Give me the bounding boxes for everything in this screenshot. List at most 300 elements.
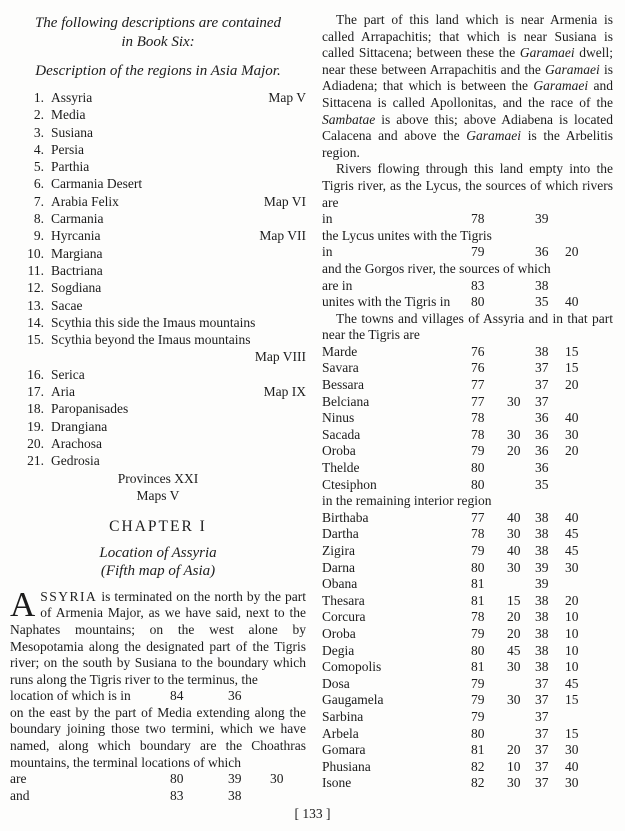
- latitude-degrees: 36: [535, 460, 549, 476]
- latitude-minutes: [270, 688, 300, 705]
- paragraph-segment: Garamaei: [533, 78, 589, 94]
- town-row: [322, 576, 613, 593]
- region-name: Aria: [51, 384, 75, 400]
- longitude-minutes: [507, 676, 535, 693]
- town-row: [322, 759, 613, 776]
- region-map-label: Map VIII: [254, 349, 306, 365]
- latitude-minutes: [565, 278, 591, 295]
- latitude-minutes: 20: [565, 592, 579, 608]
- paragraph-segment: The part of this land which is near Armenia is called Arrapachitis; that which is near Susiana is called Sittacena; between these the: [322, 12, 613, 61]
- latitude-minutes: 15: [565, 360, 579, 376]
- latitude-minutes: 10: [565, 609, 579, 625]
- latitude-minutes: 20: [565, 377, 579, 393]
- paragraph-segment: is the Arbelitis region.: [322, 128, 613, 160]
- latitude-minutes: 45: [565, 675, 579, 691]
- latitude-degrees: 37: [535, 708, 549, 724]
- latitude-degrees: 39: [228, 771, 242, 787]
- region-name: Gedrosia: [51, 453, 100, 469]
- town-row: [322, 593, 613, 610]
- latitude-minutes: 15: [565, 725, 579, 741]
- longitude-minutes: 30: [507, 426, 521, 442]
- town-row: [322, 692, 613, 709]
- longitude-degrees: 79: [471, 443, 485, 459]
- longitude-degrees: 79: [471, 543, 485, 558]
- longitude-degrees: 78: [471, 526, 485, 542]
- town-name: Marde: [322, 343, 358, 359]
- longitude-minutes: 30: [507, 692, 521, 708]
- town-row: [322, 427, 613, 444]
- paragraph-segment: and Sittacena is called Apollonitas, and the race of the: [322, 78, 613, 110]
- coordinate-label: are in: [322, 277, 353, 293]
- longitude-degrees: 80: [471, 294, 485, 310]
- latitude-minutes: 10: [565, 642, 579, 658]
- region-number: 11.: [27, 262, 44, 278]
- latitude-minutes: 40: [565, 509, 579, 525]
- town-name: Belciana: [322, 393, 370, 409]
- longitude-minutes: [507, 709, 535, 726]
- region-number: 12.: [27, 280, 44, 296]
- town-name: Degia: [322, 642, 355, 658]
- town-row: [322, 560, 613, 577]
- region-number: 14.: [27, 314, 44, 330]
- region-name: Drangiana: [51, 418, 108, 434]
- region-number: 19.: [27, 418, 44, 434]
- region-row: [10, 210, 306, 227]
- longitude-minutes: 15: [507, 592, 521, 608]
- town-name: Obana: [322, 576, 358, 592]
- latitude-degrees: 37: [535, 742, 549, 758]
- latitude-minutes: [565, 394, 591, 411]
- town-name: Darna: [322, 559, 355, 575]
- longitude-degrees: 79: [471, 708, 485, 724]
- region-row: [10, 279, 306, 296]
- latitude-degrees: 38: [535, 642, 549, 658]
- latitude-degrees: 37: [535, 393, 549, 409]
- chapter-subtitle-line2: (Fifth map of Asia): [100, 562, 216, 579]
- region-row: [10, 193, 306, 210]
- longitude-degrees: 77: [471, 393, 485, 409]
- latitude-degrees: 39: [535, 211, 549, 227]
- left-column: [10, 12, 306, 804]
- region-number: 4.: [33, 141, 44, 157]
- chapter-heading: CHAPTER I: [109, 518, 207, 536]
- town-row: [322, 609, 613, 626]
- longitude-minutes: [507, 294, 535, 311]
- town-name: Gomara: [322, 742, 366, 758]
- town-name: Gaugamela: [322, 692, 384, 708]
- town-row: [322, 709, 613, 726]
- longitude-degrees: 76: [471, 343, 485, 359]
- longitude-minutes: 30: [507, 659, 521, 675]
- longitude-minutes: 45: [507, 642, 521, 658]
- river-coordinate-row: [322, 294, 613, 311]
- longitude-minutes: 20: [507, 742, 521, 758]
- maps-count: Maps V: [136, 487, 180, 503]
- region-row: [10, 262, 306, 279]
- region-name: Sogdiana: [51, 280, 102, 296]
- latitude-degrees: 38: [535, 526, 549, 542]
- longitude-degrees: 76: [471, 360, 485, 376]
- region-name: Margiana: [51, 245, 103, 261]
- region-number: 21.: [27, 453, 44, 469]
- latitude-degrees: 37: [535, 725, 549, 741]
- longitude-degrees: 81: [471, 592, 485, 608]
- region-row: [10, 435, 306, 452]
- intro-note: [10, 14, 306, 52]
- latitude-degrees: 38: [535, 509, 549, 525]
- region-row: [10, 348, 306, 365]
- region-number: 1.: [33, 90, 44, 105]
- town-name: Dartha: [322, 526, 359, 542]
- latitude-minutes: 20: [565, 443, 579, 459]
- town-name: Comopolis: [322, 659, 382, 675]
- region-number: 6.: [33, 176, 44, 192]
- longitude-minutes: [507, 244, 535, 261]
- assyria-body-text-1: is terminated on the north by the part of Armenia Major, as we have said, next to the Naphates mountains; on the west alone by Mesopotamia along the designated part of the Tigris river; on the south by Susiana to the boundary which runs along the Tigris river to the terminus, the: [10, 588, 306, 687]
- latitude-degrees: 38: [535, 543, 549, 558]
- region-number: 9.: [33, 228, 44, 244]
- town-name: Zigira: [322, 543, 355, 558]
- assyria-paragraph-1: [10, 584, 306, 689]
- region-number: 8.: [33, 211, 44, 227]
- region-row: [10, 175, 306, 192]
- region-name: Media: [51, 107, 86, 123]
- region-row: [10, 383, 306, 400]
- regions-subheading: Description of the regions in Asia Major.: [35, 63, 281, 79]
- longitude-degrees: 80: [471, 460, 485, 476]
- longitude-minutes: [507, 576, 535, 593]
- region-name: Scythia this side the Imaus mountains: [51, 314, 256, 330]
- longitude-degrees: 83: [471, 277, 485, 293]
- longitude-degrees: 80: [471, 476, 485, 492]
- coordinate-label: in: [322, 211, 333, 227]
- town-name: Thelde: [322, 460, 360, 476]
- region-map-label: Map VI: [263, 193, 306, 209]
- latitude-degrees: 37: [535, 377, 549, 393]
- town-row: [322, 394, 613, 411]
- region-name: Assyria: [51, 90, 93, 105]
- region-name: Arachosa: [51, 435, 102, 451]
- region-map-label: Map V: [268, 90, 306, 105]
- latitude-minutes: 10: [565, 659, 579, 675]
- river-coordinate-row: [322, 278, 613, 295]
- town-row: [322, 344, 613, 361]
- region-row: [10, 89, 306, 106]
- coordinate-label: location of which is in: [10, 688, 131, 704]
- land-regions-paragraph: [322, 12, 613, 161]
- longitude-degrees: 79: [471, 625, 485, 641]
- latitude-minutes: 40: [565, 294, 579, 310]
- longitude-degrees: 81: [471, 659, 485, 675]
- paragraph-segment: is Adiadena; that which is between the: [322, 61, 613, 94]
- latitude-minutes: 40: [565, 758, 579, 774]
- region-name: Parthia: [51, 159, 90, 175]
- latitude-minutes: 30: [565, 775, 579, 791]
- town-name: Corcura: [322, 609, 366, 625]
- town-row: [322, 360, 613, 377]
- latitude-minutes: [565, 576, 591, 593]
- longitude-minutes: [507, 360, 535, 377]
- latitude-minutes: [270, 788, 300, 805]
- longitude-degrees: 77: [471, 509, 485, 525]
- town-name: Ctesiphon: [322, 476, 377, 492]
- longitude-degrees: 80: [471, 642, 485, 658]
- town-name: Oroba: [322, 443, 356, 459]
- paragraph-segment: is above this; above Adiabena is located Calacena and above the: [322, 111, 613, 144]
- longitude-degrees: 80: [170, 771, 184, 787]
- latitude-minutes: 30: [565, 426, 579, 442]
- intro-note-line1: The following descriptions are contained: [34, 15, 282, 31]
- region-number: 16.: [27, 366, 44, 382]
- longitude-degrees: 79: [471, 692, 485, 708]
- region-row: [10, 124, 306, 141]
- latitude-degrees: 38: [535, 277, 549, 293]
- latitude-minutes: 20: [565, 244, 579, 260]
- longitude-minutes: 40: [507, 543, 521, 558]
- town-name: Bessara: [322, 377, 364, 393]
- paragraph-segment: Garamaei: [519, 45, 575, 61]
- latitude-degrees: 36: [535, 244, 549, 260]
- town-row: [322, 477, 613, 494]
- assyria-lead-word: SSYRIA: [40, 588, 98, 604]
- coordinate-label: and: [10, 787, 30, 803]
- chapter-subtitle: [10, 544, 306, 580]
- town-row: [322, 643, 613, 660]
- coordinate-label: unites with the Tigris in: [322, 294, 451, 310]
- latitude-minutes: 40: [565, 410, 579, 426]
- longitude-minutes: 30: [507, 526, 521, 542]
- longitude-degrees: 84: [170, 688, 184, 704]
- latitude-degrees: 38: [228, 787, 242, 803]
- longitude-degrees: 77: [471, 377, 485, 393]
- region-number: 15.: [27, 332, 44, 348]
- paragraph-segment: Garamaei: [545, 61, 600, 77]
- region-number: [10, 348, 44, 365]
- town-row: [322, 526, 613, 543]
- region-number: 10.: [27, 245, 44, 261]
- region-name: [51, 348, 255, 365]
- longitude-degrees: 82: [471, 758, 485, 774]
- region-row: [10, 106, 306, 123]
- longitude-minutes: [507, 477, 535, 494]
- town-row: [322, 543, 613, 560]
- latitude-degrees: 37: [535, 758, 549, 774]
- latitude-minutes: [565, 460, 591, 477]
- region-name: Carmania: [51, 211, 104, 227]
- latitude-minutes: 15: [565, 692, 579, 708]
- longitude-degrees: 80: [471, 725, 485, 741]
- town-row: [322, 443, 613, 460]
- paragraph-segment: Garamaei: [466, 128, 522, 144]
- right-column: [322, 12, 613, 804]
- rivers-paragraph: Rivers flowing through this land empty into the Tigris river, as the Lycus, the sources of which rivers are: [322, 161, 613, 210]
- region-name: Sacae: [51, 297, 83, 313]
- coordinate-row: [10, 771, 306, 788]
- longitude-minutes: [507, 278, 535, 295]
- longitude-minutes: [507, 211, 535, 228]
- latitude-degrees: 36: [228, 688, 242, 704]
- chapter-subtitle-line1: Location of Assyria: [99, 544, 217, 561]
- latitude-degrees: 39: [535, 559, 549, 575]
- latitude-degrees: 38: [535, 592, 549, 608]
- longitude-degrees: 83: [170, 787, 184, 803]
- region-name: Carmania Desert: [51, 176, 143, 192]
- coordinate-row: [10, 688, 306, 705]
- town-name: Birthaba: [322, 509, 369, 525]
- longitude-minutes: [507, 377, 535, 394]
- region-number: 20.: [27, 435, 44, 451]
- longitude-minutes: [507, 410, 535, 427]
- longitude-minutes: [507, 344, 535, 361]
- latitude-degrees: 35: [535, 476, 549, 492]
- longitude-degrees: 78: [471, 426, 485, 442]
- drop-cap: A: [10, 584, 36, 624]
- intro-note-line2: in Book Six:: [121, 34, 195, 50]
- town-name: Sarbina: [322, 708, 364, 724]
- coordinate-row: [10, 788, 306, 805]
- region-map-label: Map IX: [263, 384, 306, 400]
- towns-table-interior: [322, 510, 613, 792]
- region-name: Persia: [51, 141, 84, 157]
- longitude-minutes: 20: [507, 625, 521, 641]
- region-row: [10, 366, 306, 383]
- latitude-minutes: [565, 709, 591, 726]
- latitude-degrees: 38: [535, 343, 549, 359]
- coordinate-label: are: [10, 771, 27, 787]
- town-row: [322, 626, 613, 643]
- longitude-minutes: 30: [507, 775, 521, 791]
- longitude-degrees: 82: [471, 775, 485, 791]
- latitude-degrees: 38: [535, 609, 549, 625]
- town-name: Thesara: [322, 592, 365, 608]
- region-number: 5.: [33, 159, 44, 175]
- latitude-degrees: 36: [535, 426, 549, 442]
- town-name: Sacada: [322, 426, 361, 442]
- town-row: [322, 726, 613, 743]
- coordinate-label: in: [322, 244, 333, 260]
- latitude-degrees: 37: [535, 675, 549, 691]
- region-name: Scythia beyond the Imaus mountains: [51, 332, 251, 348]
- longitude-degrees: 81: [471, 742, 485, 758]
- towns-intro: The towns and villages of Assyria and in that part near the Tigris are: [322, 310, 613, 343]
- longitude-minutes: [507, 726, 535, 743]
- longitude-minutes: 30: [507, 559, 521, 575]
- region-name: Susiana: [51, 124, 93, 140]
- region-row: [10, 141, 306, 158]
- region-map-label: Map VII: [259, 228, 306, 244]
- region-row: [10, 158, 306, 175]
- region-name: Paropanisades: [51, 401, 129, 417]
- town-row: [322, 659, 613, 676]
- latitude-degrees: 35: [535, 294, 549, 310]
- provinces-count: Provinces XXI: [117, 470, 199, 486]
- longitude-degrees: 78: [471, 609, 485, 625]
- region-name: Hyrcania: [51, 228, 101, 244]
- region-number: 3.: [33, 124, 44, 140]
- latitude-minutes: 30: [270, 771, 284, 787]
- town-name: Isone: [322, 775, 352, 791]
- regions-list: [10, 89, 306, 470]
- longitude-degrees: 78: [471, 410, 485, 426]
- town-name: Dosa: [322, 675, 350, 691]
- latitude-degrees: 38: [535, 659, 549, 675]
- town-row: [322, 460, 613, 477]
- town-row: [322, 775, 613, 792]
- longitude-degrees: 81: [471, 576, 485, 592]
- latitude-minutes: 15: [565, 343, 579, 359]
- town-row: [322, 510, 613, 527]
- rivers-text-line: and the Gorgos river, the sources of which: [322, 260, 551, 276]
- longitude-minutes: 20: [507, 609, 521, 625]
- region-row: [10, 400, 306, 417]
- town-row: [322, 676, 613, 693]
- town-name: Phusiana: [322, 758, 371, 774]
- river-coordinate-row: [322, 244, 613, 261]
- latitude-minutes: 45: [565, 526, 579, 542]
- region-number: 18.: [27, 401, 44, 417]
- region-number: 17.: [27, 384, 44, 400]
- latitude-degrees: 37: [535, 360, 549, 376]
- town-row: [322, 742, 613, 759]
- longitude-degrees: 78: [471, 211, 485, 227]
- region-row: [10, 418, 306, 435]
- assyria-paragraph-2: on the east by the part of Media extending along the boundary joining those two termini, which we have named, along which boundary are the Choathras mountains, the terminal locations of which: [10, 704, 306, 770]
- latitude-minutes: 10: [565, 625, 579, 641]
- region-row: [10, 245, 306, 262]
- paragraph-segment: dwell; near these between Arrapachitis and the: [322, 45, 613, 77]
- town-row: [322, 410, 613, 427]
- longitude-degrees: 79: [471, 675, 485, 691]
- longitude-minutes: 20: [507, 443, 521, 459]
- latitude-minutes: [565, 477, 591, 494]
- region-row: [10, 331, 306, 348]
- region-name: Serica: [51, 366, 85, 382]
- town-name: Arbela: [322, 725, 359, 741]
- town-row: [322, 377, 613, 394]
- region-number: 13.: [27, 297, 44, 313]
- region-number: 7.: [33, 193, 44, 209]
- region-name: Arabia Felix: [51, 193, 119, 209]
- latitude-degrees: 37: [535, 692, 549, 708]
- latitude-minutes: [565, 211, 591, 228]
- page-number: [ 133 ]: [294, 806, 331, 822]
- region-row: [10, 227, 306, 244]
- latitude-degrees: 37: [535, 775, 549, 791]
- region-name: Bactriana: [51, 262, 103, 278]
- latitude-degrees: 36: [535, 443, 549, 459]
- region-row: [10, 314, 306, 331]
- town-name: Oroba: [322, 625, 356, 641]
- latitude-degrees: 38: [535, 625, 549, 641]
- latitude-minutes: 45: [565, 543, 579, 558]
- paragraph-segment: Sambatae: [322, 111, 376, 127]
- rivers-text-line: the Lycus unites with the Tigris: [322, 227, 492, 243]
- longitude-minutes: 30: [507, 393, 521, 409]
- longitude-minutes: 40: [507, 509, 521, 525]
- latitude-minutes: 30: [565, 742, 579, 758]
- interior-region-heading: in the remaining interior region: [322, 493, 492, 509]
- latitude-minutes: 30: [565, 559, 579, 575]
- longitude-minutes: 10: [507, 758, 521, 774]
- region-row: [10, 452, 306, 469]
- region-row: [10, 297, 306, 314]
- latitude-degrees: 39: [535, 576, 549, 592]
- towns-table-near-tigris: [322, 344, 613, 493]
- region-number: 2.: [33, 107, 44, 123]
- latitude-degrees: 36: [535, 410, 549, 426]
- longitude-degrees: 80: [471, 559, 485, 575]
- longitude-degrees: 79: [471, 244, 485, 260]
